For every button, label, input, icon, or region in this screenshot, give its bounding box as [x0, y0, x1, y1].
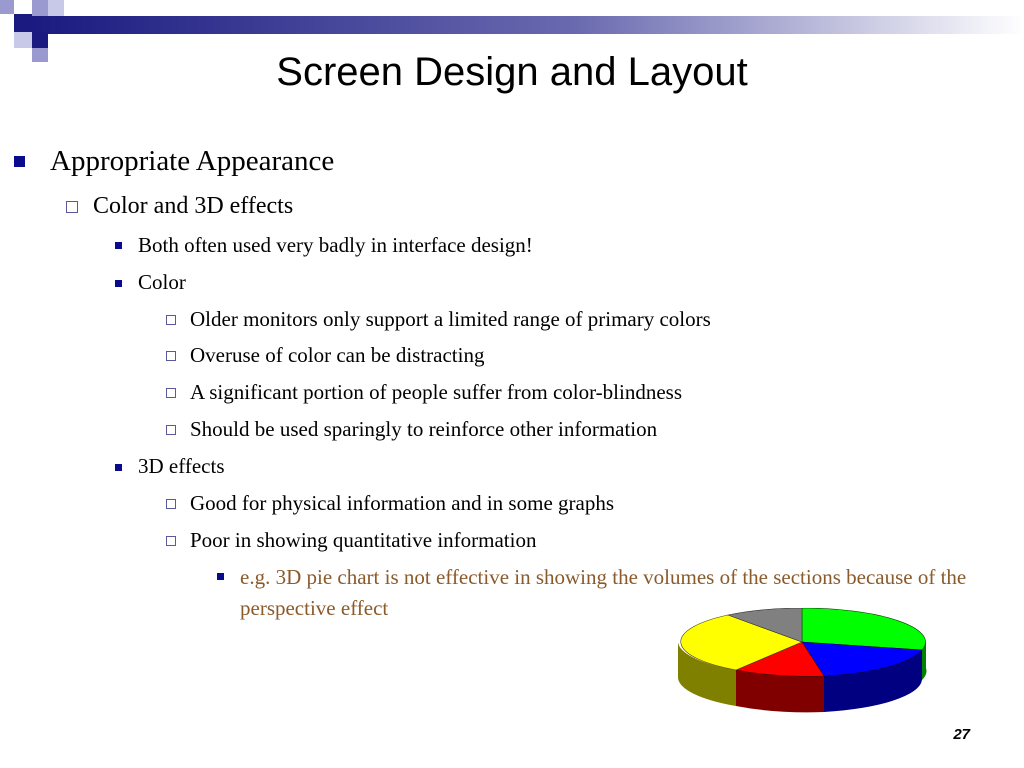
color-item: A significant portion of people suffer from color-blindness	[190, 380, 683, 404]
bullet-color-3d-effects: Color and 3D effects	[93, 193, 294, 219]
effects-item: Good for physical information and in some graphs	[190, 491, 614, 515]
color-item: Older monitors only support a limited range of primary colors	[190, 307, 711, 331]
3d-pie-chart-illustration	[676, 608, 928, 716]
example-text: e.g. 3D pie chart is not effective in showing the volumes of the sections because of the perspective effect	[240, 565, 967, 620]
color-item: Should be used sparingly to reinforce other information	[190, 417, 658, 441]
bullet-3d-effects: 3D effects	[138, 454, 225, 478]
bullet-hollow-square-icon	[166, 536, 176, 546]
bullet-hollow-square-icon	[166, 388, 176, 398]
bullet-hollow-square-icon	[66, 201, 78, 213]
bullet-hollow-square-icon	[166, 315, 176, 325]
bullet-hollow-square-icon	[166, 425, 176, 435]
bullet-square-icon	[115, 242, 122, 249]
bullet-color: Color	[138, 270, 186, 294]
bullet-hollow-square-icon	[166, 499, 176, 509]
bullet-square-icon	[14, 156, 25, 167]
slide-title: Screen Design and Layout	[276, 50, 748, 94]
bullet-hollow-square-icon	[166, 351, 176, 361]
bullet-square-icon	[115, 464, 122, 471]
bullet-square-icon	[217, 573, 224, 580]
bullet-square-icon	[115, 280, 122, 287]
page-number: 27	[953, 726, 970, 743]
color-item: Overuse of color can be distracting	[190, 343, 485, 367]
bullet-appropriate-appearance: Appropriate Appearance	[50, 145, 335, 177]
effects-item: Poor in showing quantitative information	[190, 528, 537, 552]
bullet-both-often-used: Both often used very badly in interface design!	[138, 233, 533, 257]
